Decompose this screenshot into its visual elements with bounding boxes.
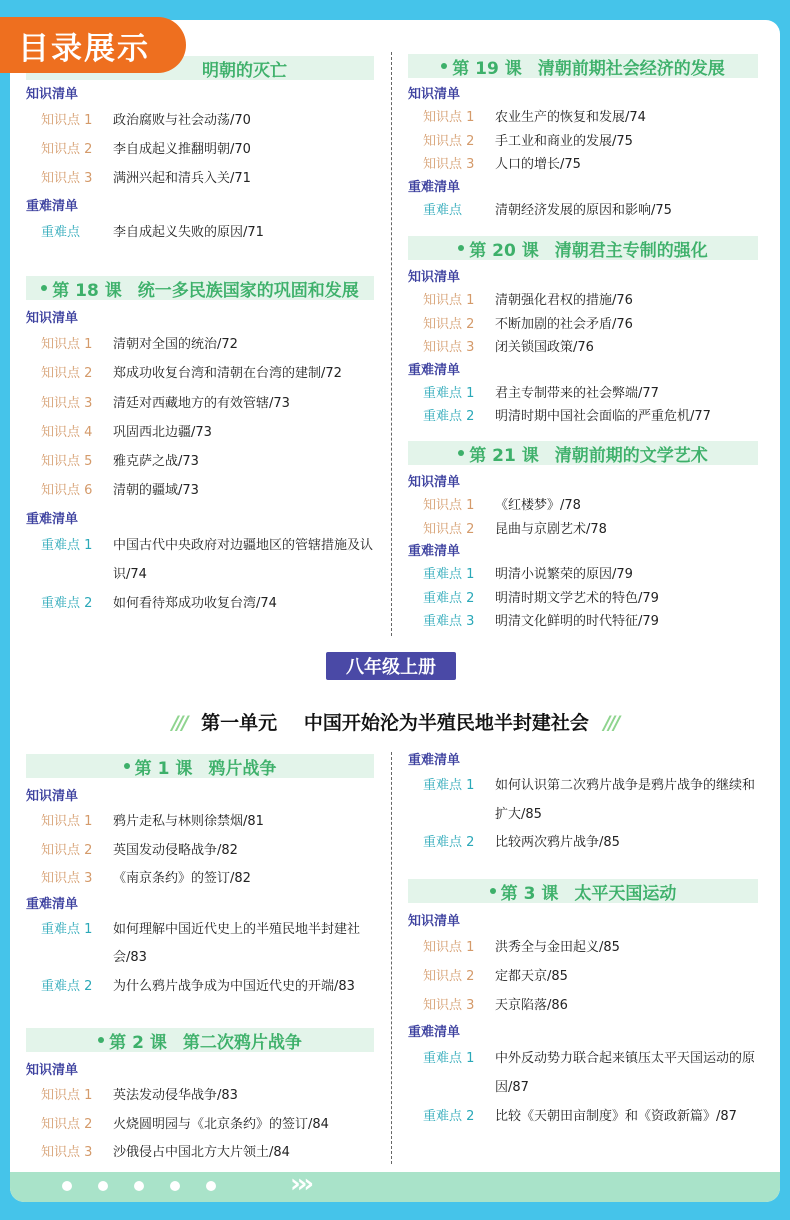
item-text: 人口的增长/75 — [495, 157, 581, 172]
item-label: 知识点 1 — [41, 337, 93, 352]
lesson-2-header — [26, 1028, 374, 1052]
bullet-icon — [124, 763, 130, 769]
knowledge-item — [26, 808, 374, 837]
bullet-icon — [41, 285, 47, 291]
column-divider — [391, 752, 392, 1164]
lesson-title: 清朝前期社会经济的发展 — [537, 58, 725, 79]
item-label: 知识点 2 — [41, 142, 93, 157]
item-label: 知识点 3 — [423, 157, 475, 172]
decor-dot — [134, 1181, 144, 1191]
knowledge-item — [26, 476, 374, 505]
knowledge-item — [408, 962, 758, 991]
key-list-label: 重难清单 — [26, 511, 79, 527]
item-text: 洪秀全与金田起义/85 — [495, 940, 620, 955]
knowledge-list-label: 知识清单 — [408, 270, 461, 285]
item-text: 清廷对西藏地方的有效管辖/73 — [113, 395, 290, 411]
bullet-icon — [490, 888, 496, 894]
knowledge-item — [26, 330, 374, 359]
key-item — [26, 973, 374, 1002]
knowledge-item — [26, 418, 374, 447]
knowledge-items — [26, 1082, 374, 1168]
item-text: 清朝经济发展的原因和影响/75 — [495, 202, 672, 218]
chevron-arrows-icon: ››› — [290, 1169, 311, 1199]
knowledge-item — [26, 106, 374, 135]
key-items — [26, 531, 374, 618]
item-text: 巩固西北边疆/73 — [113, 424, 212, 440]
lesson-21-header — [408, 441, 758, 465]
knowledge-item — [408, 289, 758, 313]
item-text: 天京陷落/86 — [495, 998, 568, 1013]
item-text: 明清时期中国社会面临的严重危机/77 — [495, 409, 711, 424]
item-label: 知识点 5 — [41, 454, 93, 470]
lesson-number: 第 21 课 — [469, 445, 539, 466]
item-label: 知识点 3 — [41, 395, 93, 411]
item-label: 重难点 2 — [423, 1109, 475, 1124]
unit1-lesson-3-block — [408, 879, 758, 1131]
key-item — [408, 405, 758, 429]
key-item — [408, 829, 758, 858]
decor-slashes: /// — [603, 712, 619, 734]
key-item — [26, 589, 374, 618]
key-item — [408, 610, 758, 634]
banner-title: 目录展示 — [0, 17, 186, 73]
knowledge-list-label: 知识清单 — [26, 1063, 79, 1078]
key-item — [408, 563, 758, 587]
lesson-number: 第 1 课 — [134, 758, 193, 779]
decor-dot — [206, 1181, 216, 1191]
knowledge-item — [26, 865, 374, 894]
knowledge-list-label: 知识清单 — [26, 87, 79, 102]
knowledge-items — [408, 289, 758, 360]
knowledge-item — [26, 1082, 374, 1111]
lesson-title: 明朝的灭亡 — [202, 60, 287, 81]
key-list-label: 重难清单 — [408, 753, 461, 768]
lesson-title: 统一多民族国家的巩固和发展 — [137, 280, 359, 301]
knowledge-list-label: 知识清单 — [26, 311, 79, 326]
knowledge-item — [408, 153, 758, 177]
knowledge-item — [408, 106, 758, 130]
knowledge-item — [408, 313, 758, 337]
item-text: 《红楼梦》/78 — [495, 498, 581, 513]
item-label: 知识点 2 — [423, 316, 475, 332]
item-label: 知识点 3 — [41, 171, 93, 186]
bullet-icon — [458, 245, 464, 251]
decor-dot — [98, 1181, 108, 1191]
lesson-number: 第 18 课 — [52, 280, 122, 301]
key-item — [408, 1044, 758, 1102]
item-label: 重难点 2 — [423, 835, 475, 850]
item-label: 重难点 — [41, 225, 81, 240]
item-text: 李自成起义失败的原因/71 — [113, 225, 264, 240]
lesson-number: 第 2 课 — [109, 1032, 167, 1053]
bullet-icon — [458, 450, 464, 456]
item-text: 昆曲与京剧艺术/78 — [495, 521, 607, 537]
key-list-label: 重难清单 — [408, 179, 461, 195]
knowledge-items — [408, 933, 758, 1020]
knowledge-items — [26, 106, 374, 193]
item-text: 火烧圆明园与《北京条约》的签订/84 — [113, 1116, 329, 1132]
knowledge-item — [26, 1111, 374, 1140]
bullet-icon — [98, 1037, 104, 1043]
item-text: 手工业和商业的发展/75 — [495, 133, 633, 149]
lesson-title: 鸦片战争 — [208, 758, 277, 779]
item-text: 如何看待郑成功收复台湾/74 — [113, 595, 277, 611]
item-label: 知识点 6 — [41, 483, 93, 499]
knowledge-list-label: 知识清单 — [408, 914, 461, 929]
item-label: 重难点 2 — [41, 595, 93, 611]
lesson-18-block — [26, 276, 374, 618]
item-text: 不断加剧的社会矛盾/76 — [495, 316, 633, 332]
item-label: 重难点 2 — [41, 978, 93, 994]
item-text: 如何认识第二次鸦片战争是鸦片战争的继续和扩大/85 — [495, 778, 756, 822]
key-items — [408, 772, 758, 858]
item-label: 知识点 2 — [423, 521, 475, 537]
lesson-19-block — [408, 54, 758, 222]
item-text: 英国发动侵略战争/82 — [113, 842, 238, 858]
item-text: 清朝的疆域/73 — [113, 483, 199, 499]
knowledge-items — [408, 494, 758, 541]
item-label: 知识点 1 — [41, 113, 93, 128]
knowledge-items — [26, 808, 374, 894]
item-label: 知识点 1 — [41, 1088, 93, 1103]
item-label: 知识点 2 — [423, 969, 475, 984]
item-text: 政治腐败与社会动荡/70 — [113, 113, 251, 128]
item-text: 清朝对全国的统治/72 — [113, 337, 238, 352]
key-items — [408, 1044, 758, 1131]
knowledge-item — [408, 518, 758, 542]
knowledge-item — [26, 359, 374, 388]
item-label: 重难点 1 — [41, 921, 93, 937]
unit1-lesson-2-block — [26, 1028, 374, 1168]
item-text: 鸦片走私与林则徐禁烟/81 — [113, 814, 264, 829]
item-label: 知识点 1 — [423, 940, 475, 955]
item-label: 重难点 1 — [423, 1051, 475, 1066]
lesson-title: 第二次鸦片战争 — [182, 1032, 302, 1053]
key-items — [26, 916, 374, 1002]
knowledge-items — [408, 106, 758, 177]
key-item — [26, 531, 374, 589]
key-item — [408, 587, 758, 611]
lesson-19-header — [408, 54, 758, 78]
key-items — [26, 218, 374, 247]
item-label: 知识点 3 — [423, 998, 475, 1013]
key-items — [408, 382, 758, 429]
item-text: 闭关锁国政策/76 — [495, 340, 594, 355]
lesson-title: 清朝君主专制的强化 — [554, 240, 708, 261]
item-text: 明清时期文学艺术的特色/79 — [495, 590, 659, 606]
item-label: 知识点 3 — [423, 340, 475, 355]
lesson-3-header — [408, 879, 758, 903]
knowledge-item — [26, 837, 374, 866]
decor-slashes: /// — [171, 712, 187, 734]
item-label: 知识点 1 — [423, 498, 475, 513]
lesson-title: 太平天国运动 — [574, 883, 677, 904]
knowledge-list-label: 知识清单 — [408, 87, 461, 102]
lesson-number: 第 3 课 — [500, 883, 559, 904]
key-list-label: 重难清单 — [26, 199, 79, 214]
item-label: 重难点 3 — [423, 614, 475, 629]
knowledge-item — [26, 447, 374, 476]
unit-number: 第一单元 — [201, 712, 278, 734]
item-text: 君主专制带来的社会弊端/77 — [495, 385, 659, 401]
grade-tag: 八年级上册 — [326, 652, 456, 680]
knowledge-item — [408, 933, 758, 962]
item-label: 重难点 2 — [423, 590, 475, 606]
key-item — [408, 199, 758, 223]
unit1-lesson-1-block — [26, 754, 374, 1001]
decor-dot — [62, 1181, 72, 1191]
item-label: 知识点 4 — [41, 424, 93, 440]
item-label: 知识点 2 — [423, 133, 475, 149]
item-text: 沙俄侵占中国北方大片领土/84 — [113, 1145, 290, 1160]
knowledge-item — [408, 991, 758, 1020]
item-text: 雅克萨之战/73 — [113, 454, 199, 470]
item-label: 知识点 2 — [41, 1116, 93, 1132]
item-text: 满洲兴起和清兵入关/71 — [113, 171, 251, 186]
item-text: 如何理解中国近代史上的半殖民地半封建社会/83 — [113, 921, 361, 965]
knowledge-list-label: 知识清单 — [408, 475, 461, 490]
lesson-number: 第 20 课 — [469, 240, 539, 261]
bullet-icon — [441, 63, 447, 69]
key-item — [408, 382, 758, 406]
unit-title — [0, 708, 790, 735]
decor-dots — [62, 1181, 216, 1191]
item-label: 知识点 3 — [41, 1145, 93, 1160]
item-label: 知识点 3 — [41, 871, 93, 886]
key-list-label: 重难清单 — [26, 896, 79, 912]
key-items — [408, 199, 758, 223]
lesson-title: 清朝前期的文学艺术 — [554, 445, 708, 466]
card-footer — [10, 1169, 780, 1202]
key-list-label: 重难清单 — [408, 1025, 461, 1040]
lesson-number: 第 19 课 — [452, 58, 522, 79]
item-text: 中外反动势力联合起来镇压太平天国运动的原因/87 — [495, 1051, 756, 1095]
item-label: 重难点 1 — [41, 537, 93, 553]
lesson-1-header — [26, 754, 374, 778]
knowledge-item — [26, 135, 374, 164]
lesson-18-header — [26, 276, 374, 300]
knowledge-item — [26, 164, 374, 193]
item-text: 明清文化鲜明的时代特征/79 — [495, 614, 659, 629]
item-label: 知识点 2 — [41, 842, 93, 858]
item-text: 比较《天朝田亩制度》和《资政新篇》/87 — [495, 1109, 737, 1124]
item-text: 《南京条约》的签订/82 — [113, 871, 251, 886]
key-item — [26, 218, 374, 247]
item-label: 知识点 1 — [423, 110, 475, 125]
item-text: 中国古代中央政府对边疆地区的管辖措施及认识/74 — [113, 537, 374, 582]
knowledge-list-label: 知识清单 — [26, 789, 79, 804]
lesson-21-block — [408, 441, 758, 634]
item-text: 郑成功收复台湾和清朝在台湾的建制/72 — [113, 366, 342, 382]
key-item — [408, 772, 758, 829]
key-item — [408, 1102, 758, 1131]
item-label: 重难点 1 — [423, 778, 475, 793]
item-label: 重难点 1 — [423, 567, 475, 582]
item-text: 明清小说繁荣的原因/79 — [495, 567, 633, 582]
item-text: 英法发动侵华战争/83 — [113, 1088, 238, 1103]
item-text: 定都天京/85 — [495, 969, 568, 984]
item-text: 农业生产的恢复和发展/74 — [495, 110, 646, 125]
unit1-lesson-2-key-block — [408, 750, 758, 858]
key-list-label: 重难清单 — [408, 362, 461, 378]
item-label: 知识点 1 — [423, 293, 475, 308]
knowledge-item — [408, 336, 758, 360]
knowledge-item — [26, 389, 374, 418]
lesson-20-block — [408, 236, 758, 429]
key-list-label: 重难清单 — [408, 544, 461, 559]
item-label: 重难点 — [423, 202, 463, 218]
item-label: 重难点 1 — [423, 385, 475, 401]
item-text: 李自成起义推翻明朝/70 — [113, 142, 251, 157]
item-label: 重难点 2 — [423, 409, 475, 424]
key-item — [26, 916, 374, 973]
knowledge-item — [26, 1139, 374, 1168]
knowledge-item — [408, 130, 758, 154]
key-items — [408, 563, 758, 634]
knowledge-item — [408, 494, 758, 518]
item-text: 为什么鸦片战争成为中国近代史的开端/83 — [113, 978, 355, 994]
knowledge-items — [26, 330, 374, 506]
item-label: 知识点 2 — [41, 366, 93, 382]
column-divider — [391, 52, 392, 636]
item-text: 比较两次鸦片战争/85 — [495, 835, 620, 850]
decor-dot — [170, 1181, 180, 1191]
lesson-20-header — [408, 236, 758, 260]
unit-name: 中国开始沦为半殖民地半封建社会 — [303, 712, 589, 734]
item-text: 清朝强化君权的措施/76 — [495, 293, 633, 308]
item-label: 知识点 1 — [41, 814, 93, 829]
lesson-17-block — [26, 56, 374, 247]
